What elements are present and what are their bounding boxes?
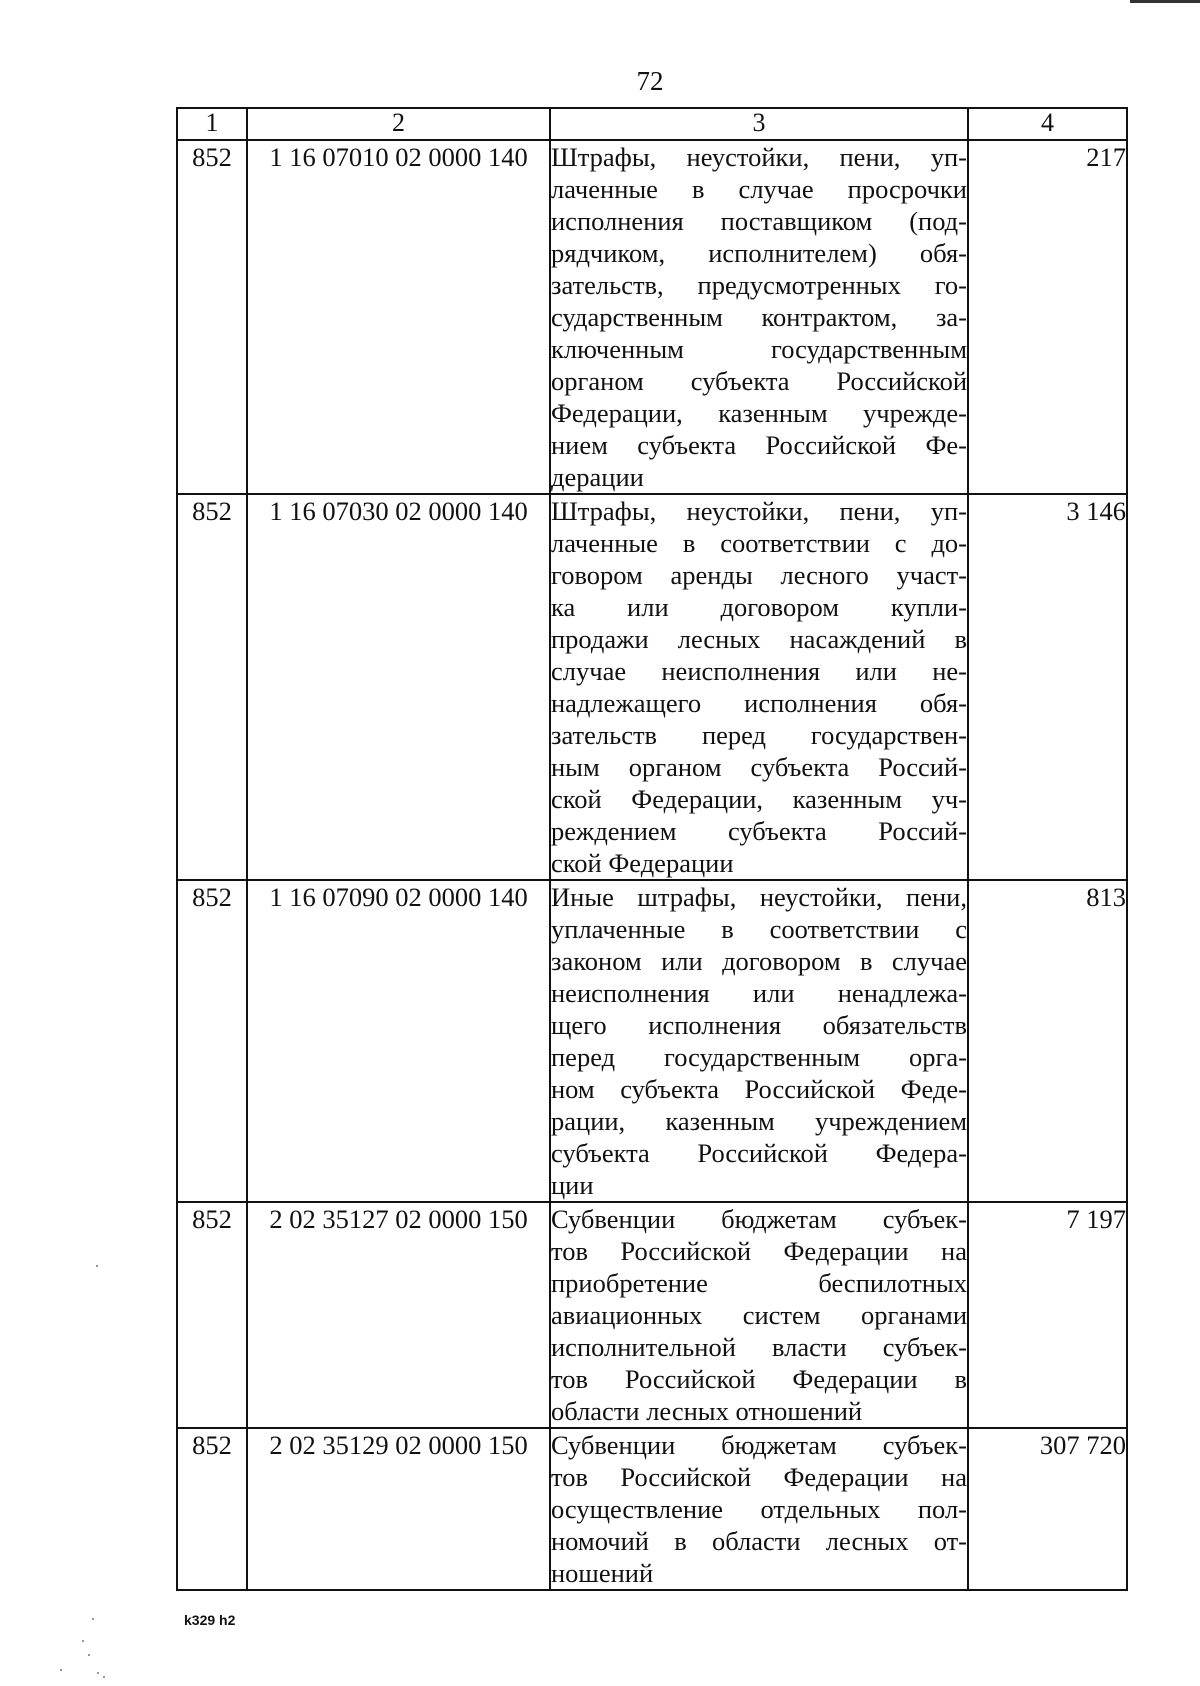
table-row (177, 494, 1127, 880)
revenue-name-line: ношений (551, 1558, 654, 1588)
revenue-name-line: тов Российской Федерации на (551, 1462, 967, 1492)
revenue-code-cell: 2 02 35129 02 0000 150 (247, 1428, 550, 1590)
revenue-name-line: рядчиком, исполнителем) обя- (551, 238, 967, 268)
page-number: 72 (636, 66, 664, 96)
scan-edge-mark (1130, 0, 1200, 3)
revenue-name-line: номочий в области лесных от- (551, 1526, 967, 1556)
amount-cell: 217 (968, 140, 1127, 494)
revenue-name-line: ка или договором купли- (551, 592, 967, 622)
revenue-name-line: исполнительной власти субъек- (551, 1332, 967, 1362)
document-code: k329 h2 (184, 1612, 236, 1628)
table-body (177, 140, 1127, 1590)
admin-code-cell: 852 (177, 140, 247, 494)
table-row (177, 140, 1127, 494)
revenue-name-line: ключенным государственным (551, 334, 967, 364)
revenue-name-line: лаченные в соответствии с до- (551, 528, 967, 558)
revenue-name-line: лаченные в случае просрочки (551, 174, 967, 204)
revenue-name-line: законом или договором в случае (551, 946, 967, 976)
column-header-amount: 4 (968, 108, 1127, 140)
revenue-name-line: сударственным контрактом, за- (551, 302, 967, 332)
revenue-code-cell: 1 16 07090 02 0000 140 (247, 880, 550, 1202)
revenue-name-line: тов Российской Федерации в (551, 1364, 967, 1394)
revenue-name-line: неисполнения или ненадлежа- (551, 978, 967, 1008)
amount-cell: 813 (968, 880, 1127, 1202)
revenue-name-line: рации, казенным учреждением (551, 1106, 967, 1136)
revenue-name-line: ном субъекта Российской Феде- (551, 1074, 967, 1104)
revenue-name-cell (550, 140, 968, 494)
revenue-code-cell: 1 16 07030 02 0000 140 (247, 494, 550, 880)
revenue-name-line: осуществление отдельных пол- (551, 1494, 967, 1524)
table-row (177, 880, 1127, 1202)
column-header-name: 3 (550, 108, 968, 140)
admin-code-cell: 852 (177, 1428, 247, 1590)
revenue-name-line: щего исполнения обязательств (551, 1010, 967, 1040)
revenue-name-line: зательств, предусмотренных го- (551, 270, 967, 300)
revenue-name-line: ции (551, 1170, 594, 1200)
revenue-name-line: Штрафы, неустойки, пени, уп- (551, 496, 967, 526)
revenue-name-line: области лесных отношений (551, 1396, 863, 1426)
revenue-name-cell (550, 1428, 968, 1590)
admin-code-cell: 852 (177, 880, 247, 1202)
revenue-name-line: ской Федерации, казенным уч- (551, 784, 967, 814)
revenue-name-line: реждением субъекта Россий- (551, 816, 967, 846)
revenue-name-line: нием субъекта Российской Фе- (551, 430, 967, 460)
revenue-name-line: тов Российской Федерации на (551, 1236, 967, 1266)
admin-code-cell: 852 (177, 1202, 247, 1428)
revenue-name-cell (550, 1202, 968, 1428)
revenue-name-line: продажи лесных насаждений в (551, 624, 967, 654)
revenue-name-line: исполнения поставщиком (под- (551, 206, 967, 236)
revenue-name-line: субъекта Российской Федера- (551, 1138, 967, 1168)
amount-cell: 3 146 (968, 494, 1127, 880)
revenue-name-line: перед государственным орга- (551, 1042, 967, 1072)
table-row (177, 1428, 1127, 1590)
revenue-name-line: случае неисполнения или не- (551, 656, 967, 686)
revenue-name-line: авиационных систем органами (551, 1300, 967, 1330)
table-header-row (177, 108, 1127, 140)
revenue-name-line: говором аренды лесного участ- (551, 560, 967, 590)
revenue-code-cell: 1 16 07010 02 0000 140 (247, 140, 550, 494)
revenue-name-line: дерации (551, 462, 644, 492)
table-row (177, 1202, 1127, 1428)
revenue-name-line: Субвенции бюджетам субъек- (551, 1204, 967, 1234)
revenue-name-line: ным органом субъекта Россий- (551, 752, 967, 782)
revenue-name-line: ской Федерации (551, 848, 734, 878)
revenue-name-line: Штрафы, неустойки, пени, уп- (551, 142, 967, 172)
revenue-name-line: надлежащего исполнения обя- (551, 688, 967, 718)
revenue-code-cell: 2 02 35127 02 0000 150 (247, 1202, 550, 1428)
revenue-name-line: приобретение беспилотных (551, 1268, 967, 1298)
column-header-code: 2 (247, 108, 550, 140)
column-header-admin: 1 (177, 108, 247, 140)
amount-cell: 307 720 (968, 1428, 1127, 1590)
amount-cell: 7 197 (968, 1202, 1127, 1428)
revenue-name-line: Иные штрафы, неустойки, пени, (551, 882, 967, 912)
admin-code-cell: 852 (177, 494, 247, 880)
revenue-name-cell (550, 494, 968, 880)
revenue-name-line: уплаченные в соответствии с (551, 914, 967, 944)
revenue-table (176, 107, 1128, 1591)
revenue-name-cell (550, 880, 968, 1202)
revenue-name-line: Федерации, казенным учрежде- (551, 398, 967, 428)
revenue-name-line: зательств перед государствен- (551, 720, 967, 750)
revenue-name-line: органом субъекта Российской (551, 366, 967, 396)
revenue-name-line: Субвенции бюджетам субъек- (551, 1430, 967, 1460)
